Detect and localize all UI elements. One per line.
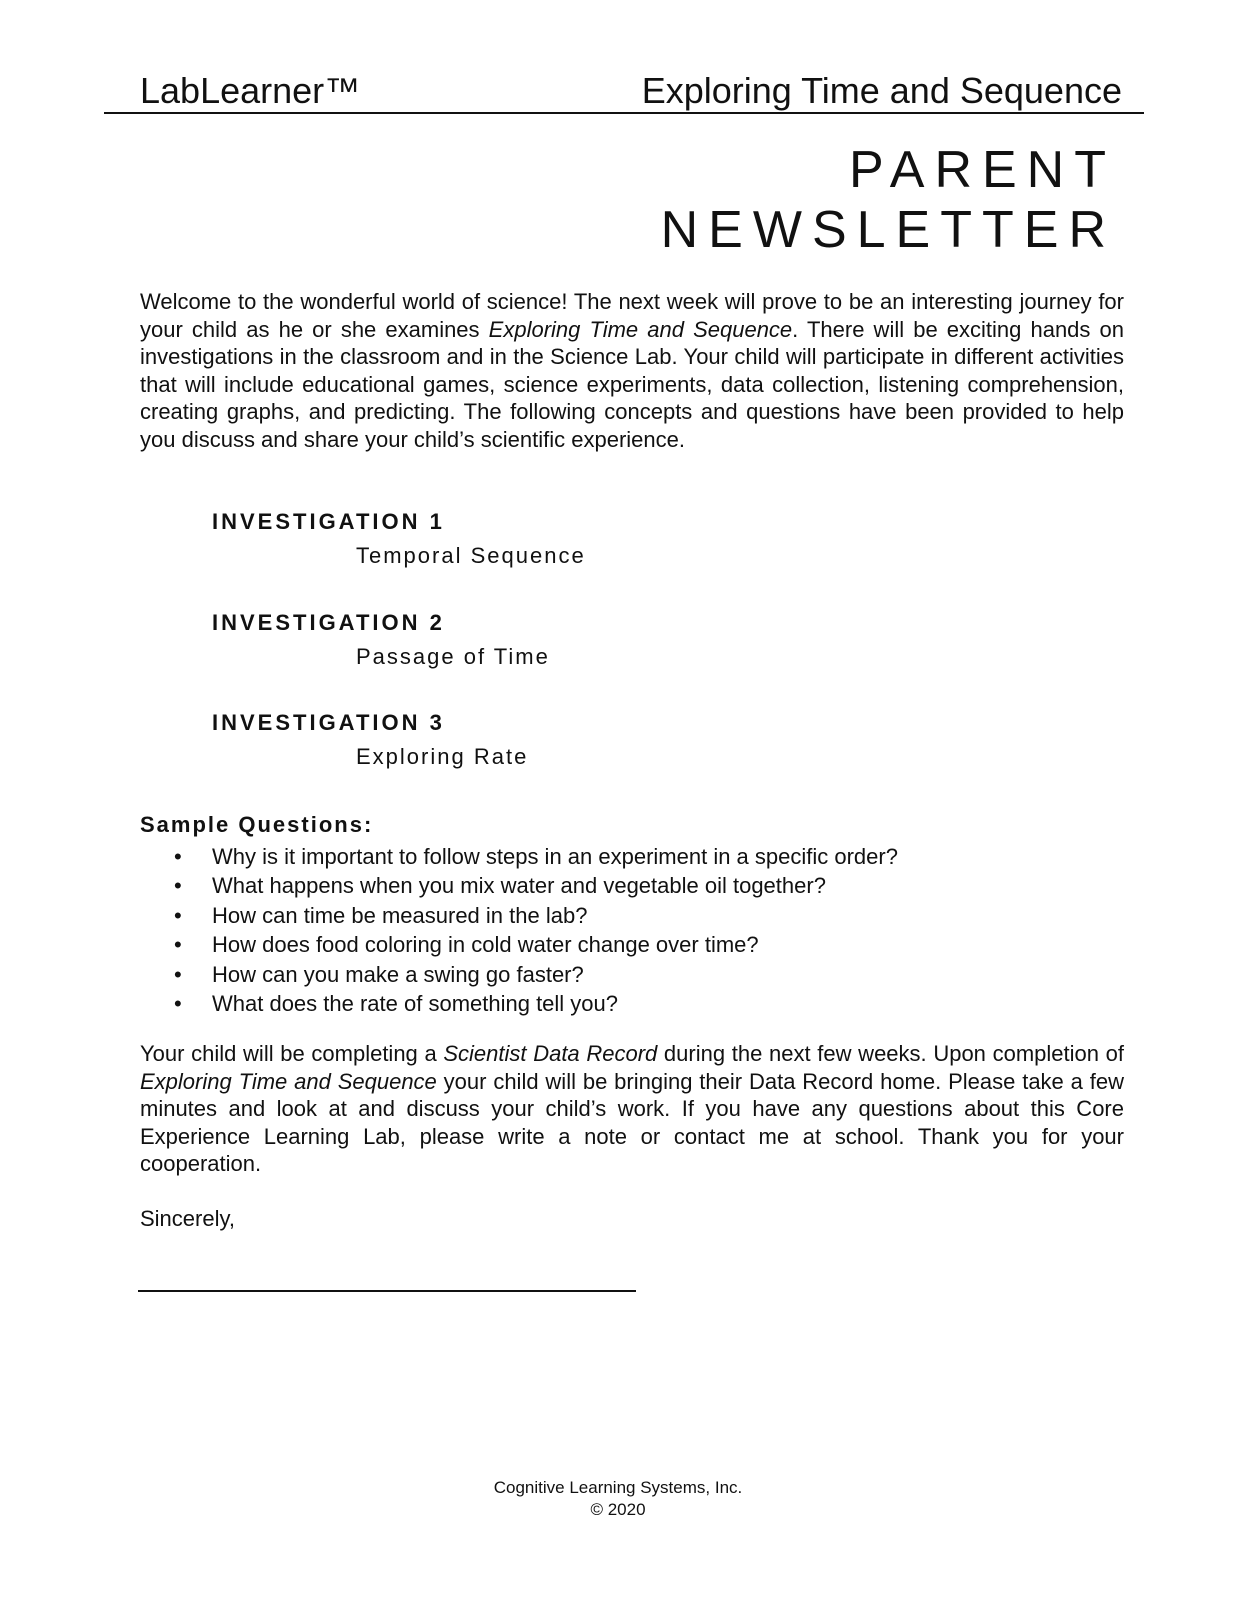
bullet-icon: •: [174, 961, 182, 987]
list-item: [140, 842, 898, 871]
bullet-icon: •: [174, 873, 182, 899]
list-item: [140, 960, 898, 989]
list-item: [140, 901, 898, 930]
bullet-icon: •: [174, 932, 182, 958]
signature-line: [138, 1290, 636, 1292]
closing-unit-title: Exploring Time and Sequence: [140, 1068, 437, 1094]
newsletter-title: [516, 140, 1116, 260]
investigation-1-name: Temporal Sequence: [356, 543, 586, 568]
list-item: [140, 930, 898, 959]
title-line-1: PARENT: [848, 141, 1116, 199]
closing-paragraph: [140, 1040, 1124, 1178]
investigation-3-name: Exploring Rate: [356, 744, 529, 769]
page-header: [104, 68, 1144, 114]
sample-questions-heading: Sample Questions:: [140, 812, 374, 837]
footer-copyright: © 2020: [590, 1500, 646, 1519]
question-text: How can time be measured in the lab?: [212, 902, 588, 928]
closing-text-2: during the next few weeks. Upon completion of: [657, 1041, 1124, 1066]
intro-text-2: . There will be exciting hands on investigations in the classroom and in the Science Lab. Your child will participate in different activities that will include educational games, science experiments, data collection, listening comprehension, creating graphs, and predicting. The following concepts and questions have been provided to help you discuss and share your child’s scientific experience.: [140, 316, 1124, 452]
bullet-icon: •: [174, 844, 182, 869]
list-item: [140, 871, 898, 900]
closing-record-title: Scientist Data Record: [443, 1041, 658, 1066]
investigation-3-label: INVESTIGATION 3: [212, 710, 445, 735]
investigation-2-name: Passage of Time: [356, 644, 550, 669]
bullet-icon: •: [174, 990, 182, 1016]
page-footer: [0, 1477, 1236, 1521]
brand-name: LabLearner™: [140, 70, 361, 111]
footer-company: Cognitive Learning Systems, Inc.: [493, 1478, 743, 1497]
unit-title: Exploring Time and Sequence: [641, 70, 1122, 111]
closing-text-3: your child will be bringing their Data Record home. Please take a few minutes and look at and discuss your child’s work. If you have any questions about this Core Experience Learning Lab, please write a note or contact me at school. Thank you for your cooperation.: [140, 1068, 1124, 1176]
investigation-2-label: INVESTIGATION 2: [212, 610, 445, 635]
sign-off: Sincerely,: [140, 1206, 235, 1231]
question-text: What does the rate of something tell you?: [212, 990, 619, 1016]
bullet-icon: •: [174, 902, 182, 928]
question-text: How does food coloring in cold water change over time?: [212, 932, 759, 958]
closing-text-1: Your child will be completing a: [140, 1041, 444, 1066]
question-text: How can you make a swing go faster?: [212, 961, 584, 987]
intro-unit-title: Exploring Time and Sequence: [488, 316, 793, 342]
question-text: What happens when you mix water and vegetable oil together?: [212, 873, 826, 899]
investigation-1-label: INVESTIGATION 1: [212, 509, 445, 534]
list-item: [140, 989, 898, 1018]
intro-text-1: Welcome to the wonderful world of science! The next week will prove to be an interesting journey for your child as he or she examines: [140, 289, 1124, 342]
sample-questions-list: [140, 842, 898, 1018]
intro-paragraph: [140, 288, 1124, 453]
title-line-2: NEWSLETTER: [660, 201, 1116, 259]
question-text: Why is it important to follow steps in an experiment in a specific order?: [212, 844, 898, 869]
